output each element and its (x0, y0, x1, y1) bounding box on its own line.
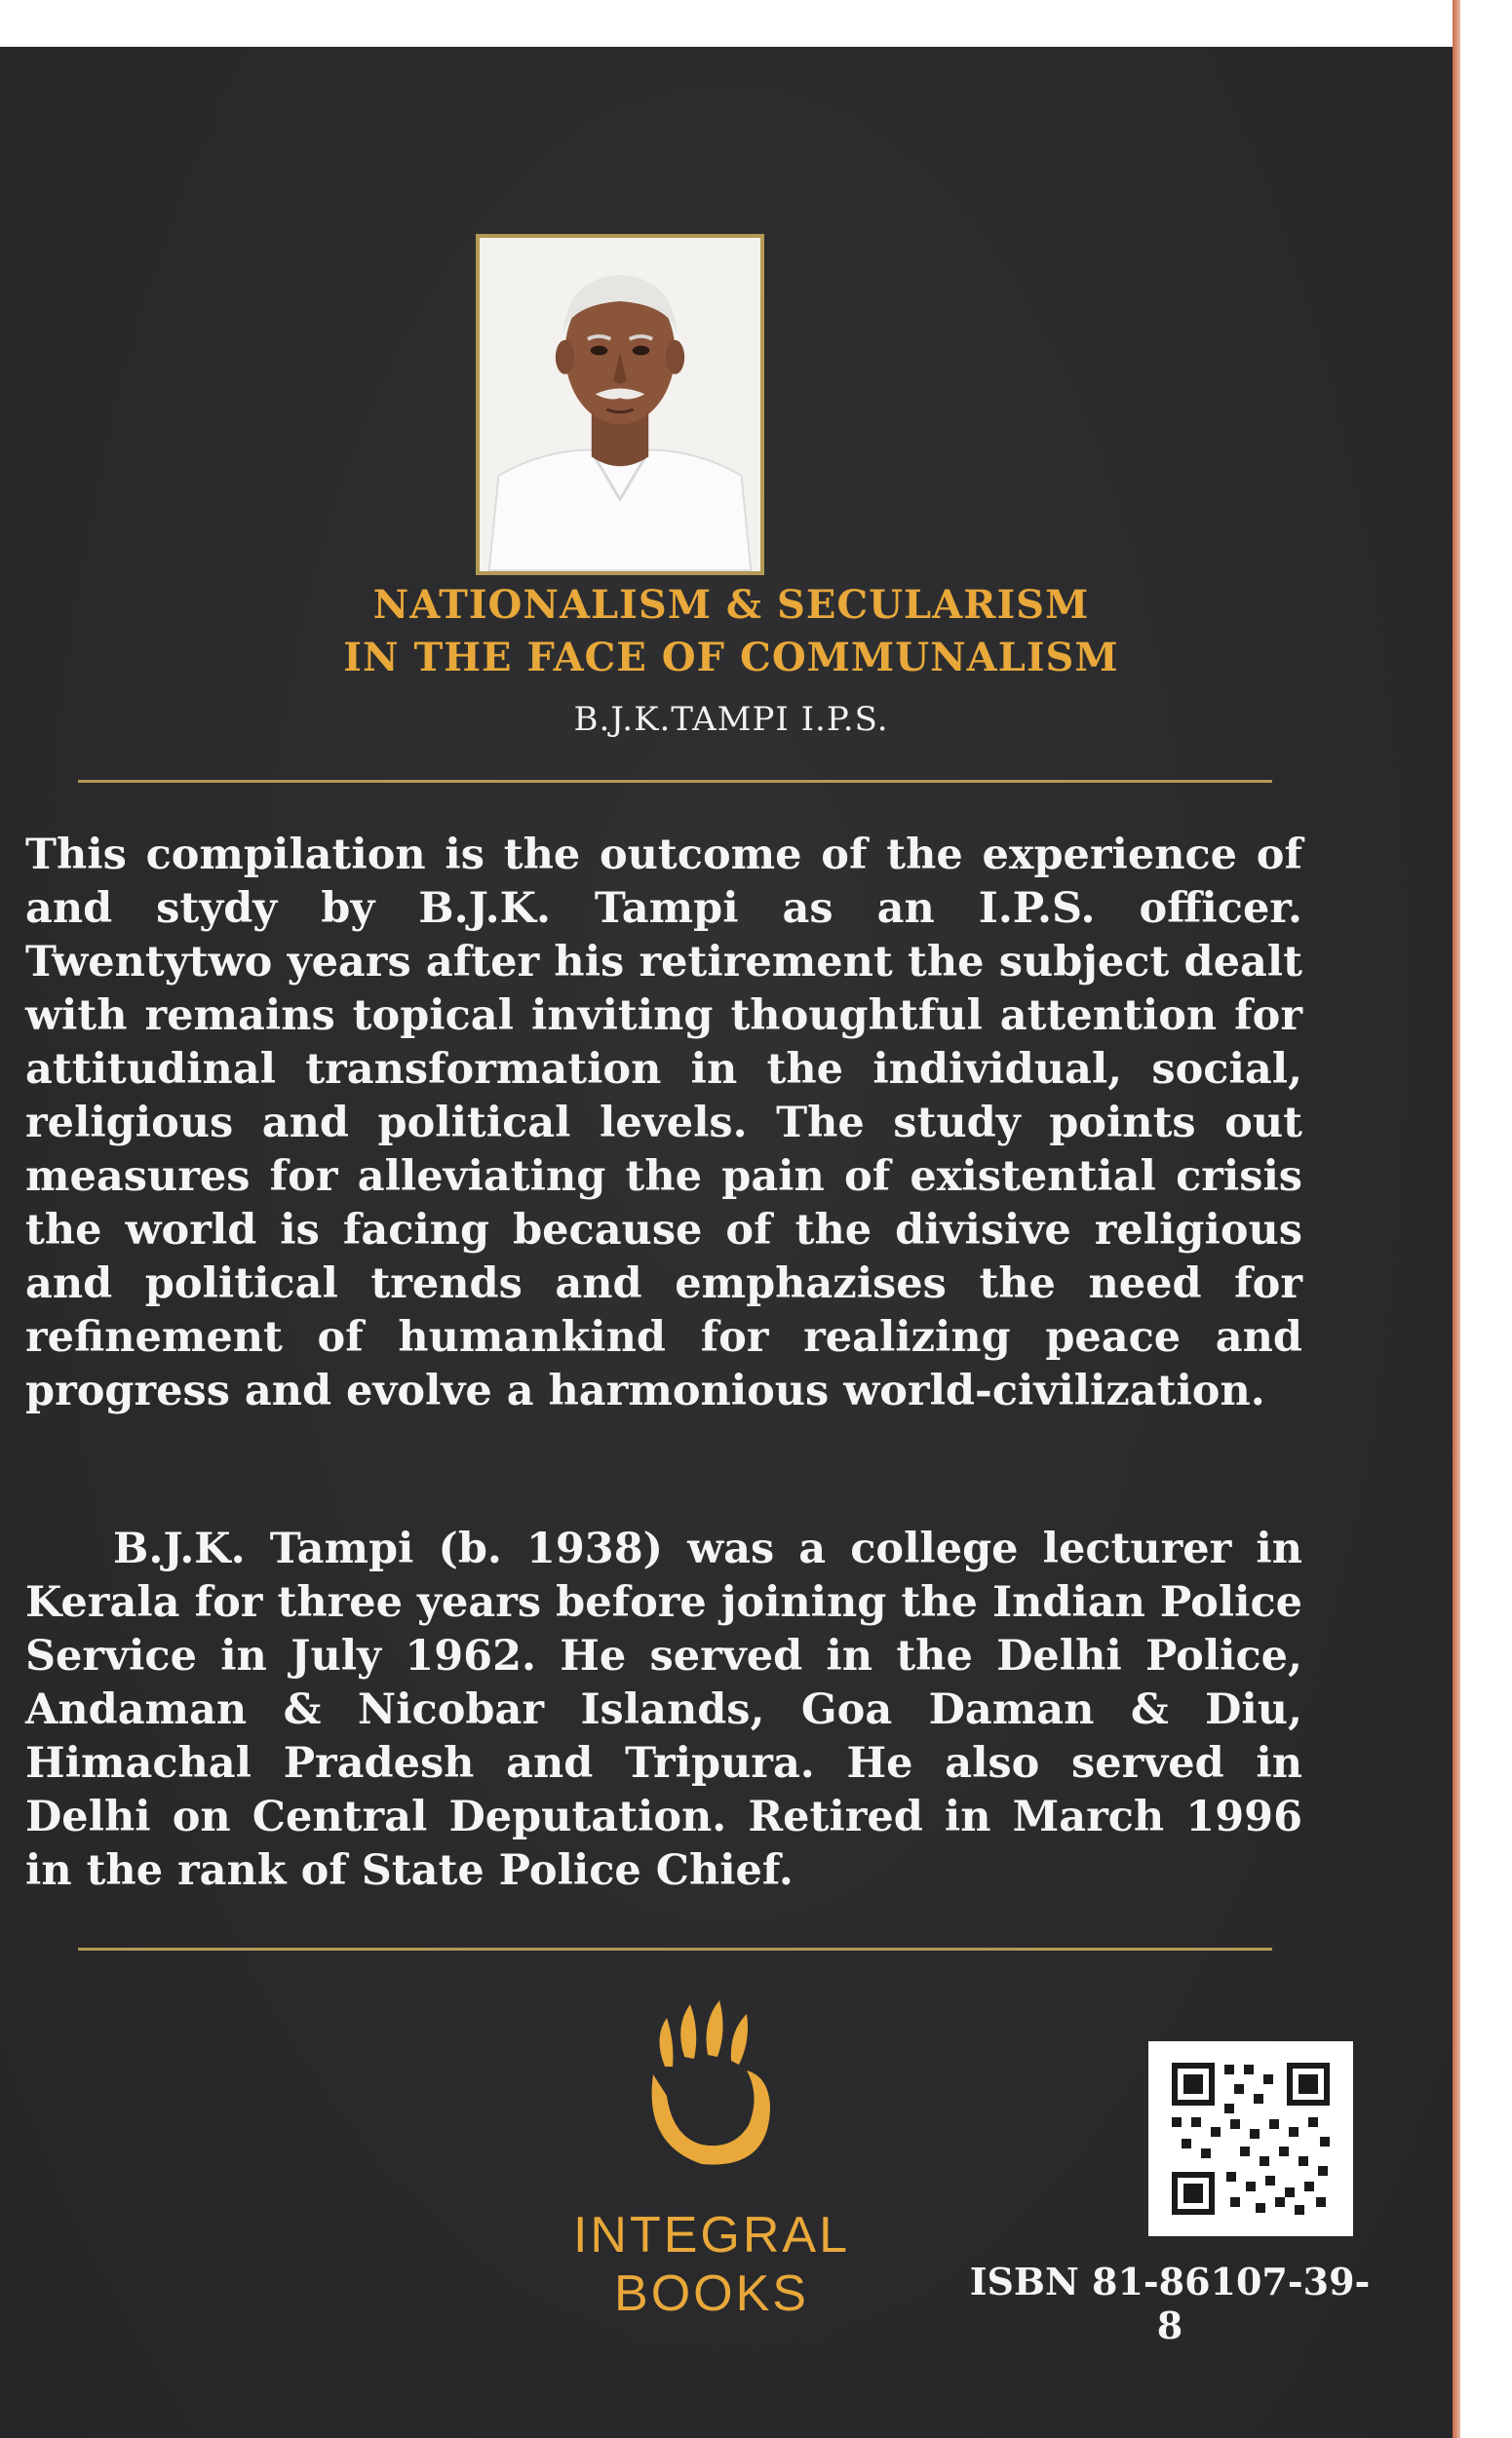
qr-code (1148, 2041, 1353, 2236)
publisher-name-line-1: INTEGRAL (572, 2207, 851, 2264)
blurb-paragraph-1: This compilation is the outcome of the experience of and stydy by B.J.K. Tampi as an I.P.S. officer. Twentytwo years after his retirement the subject dealt with remains topical inviting thoughtful attention for attitudinal transformation in the individual, social, religious and political levels. The study points out measures for alleviating the pain of existential crisis the world is facing because of the divisive religious and political trends and emphazises the need for refinement of humankind for realizing peace and progress and evolve a harmonious world-civilization. (25, 831, 1302, 1415)
publisher-name-line-2: BOOKS (614, 2265, 809, 2322)
book-title-line-2: IN THE FACE OF COMMUNALISM (343, 635, 1119, 680)
blurb-paragraph-2: B.J.K. Tampi (b. 1938) was a college lecturer in Kerala for three years before joining the Indian Police Service in July 1962. He served in the Delhi Police, Andaman & Nicobar Islands, Goa Daman & Diu, Himachal Pradesh and Tripura. He also served in Delhi on Central Deputation. Retired in March 1996 in the rank of State Police Chief. (25, 1525, 1302, 1895)
isbn-number: ISBN 81-86107-39-8 (969, 2260, 1371, 2347)
cover-edge (1453, 0, 1460, 2438)
author-name: B.J.K.TAMPI I.P.S. (573, 700, 889, 739)
author-portrait (476, 234, 764, 575)
divider-bottom (78, 1948, 1272, 1951)
flame-hand-microscope-icon (624, 1998, 790, 2184)
divider-top (78, 780, 1272, 783)
book-title-line-1: NATIONALISM & SECULARISM (372, 582, 1090, 628)
